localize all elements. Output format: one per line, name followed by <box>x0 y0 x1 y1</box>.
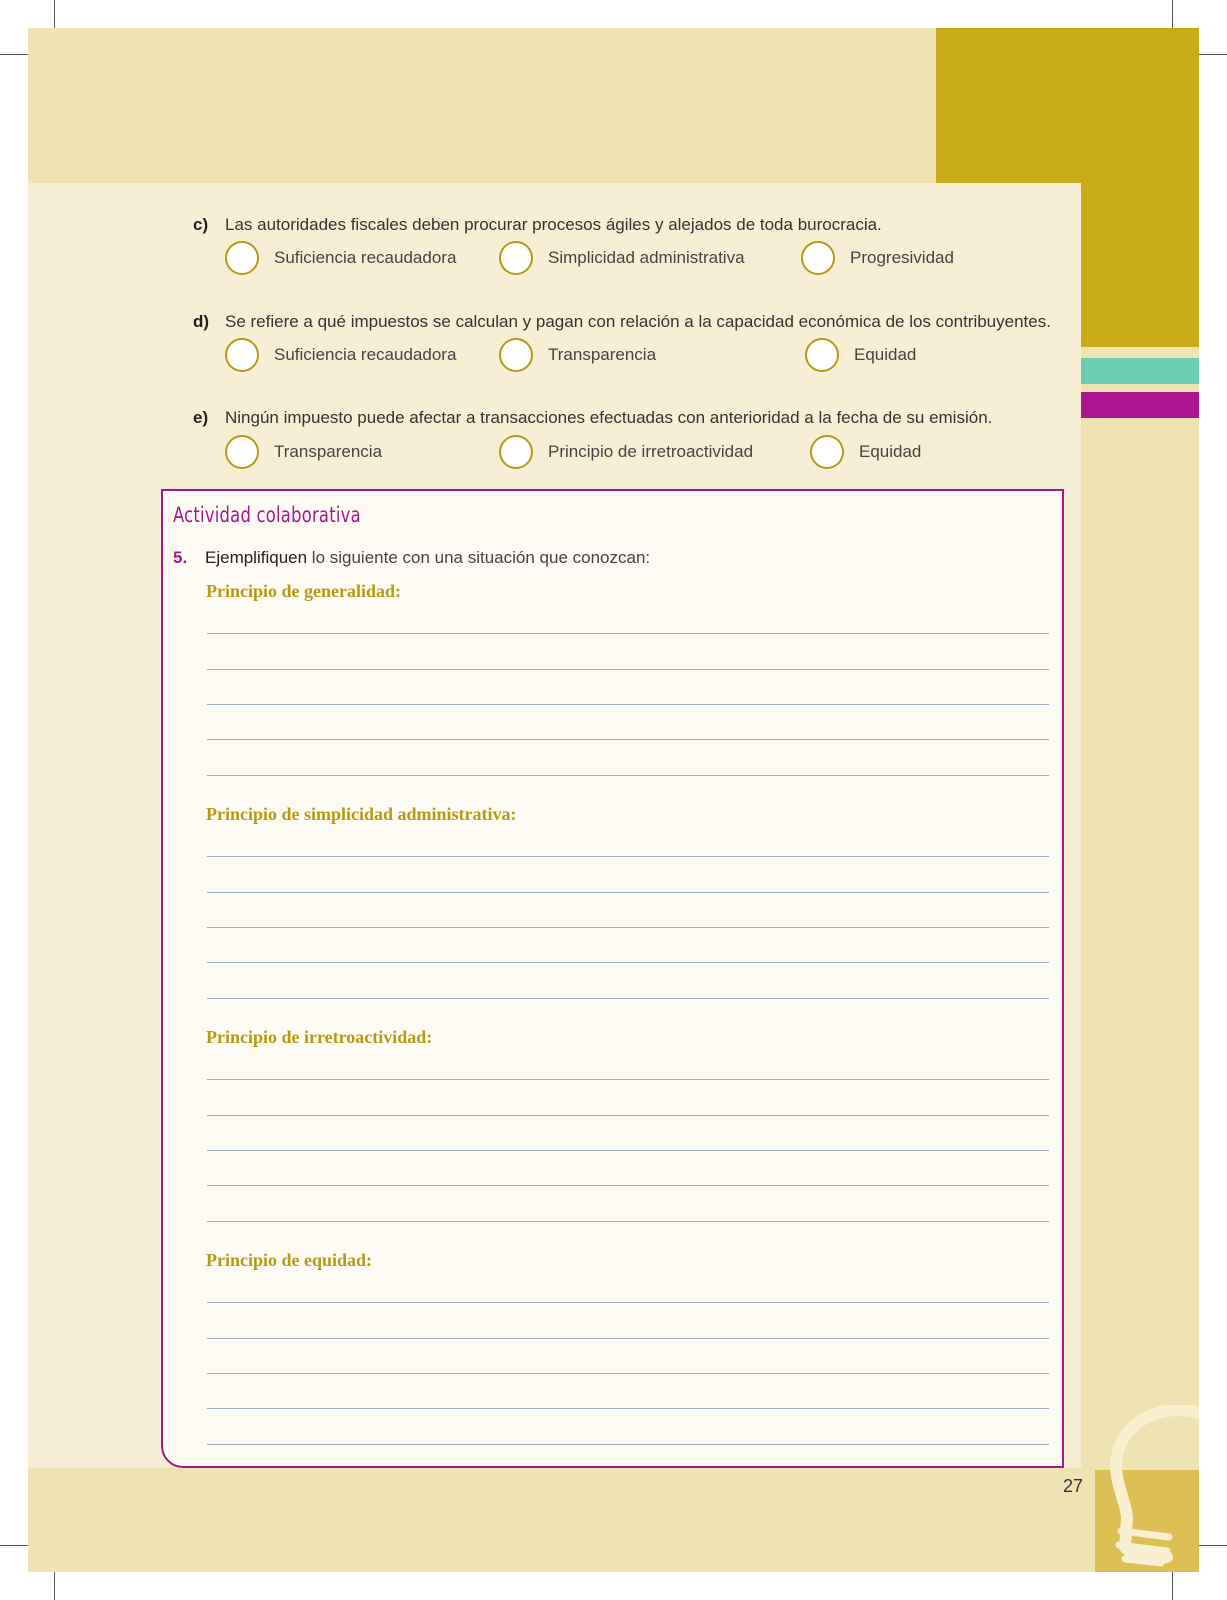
crop-mark <box>1199 54 1227 55</box>
activity-number: 5. <box>173 548 188 567</box>
question-c <box>193 215 1053 235</box>
option-label: Principio de irretroactividad <box>548 442 754 461</box>
writing-line[interactable] <box>207 1338 1049 1339</box>
option-label: Transparencia <box>274 442 383 461</box>
writing-line[interactable] <box>207 669 1049 670</box>
writing-line[interactable] <box>207 1373 1049 1374</box>
writing-line[interactable] <box>207 962 1049 963</box>
writing-line[interactable] <box>207 704 1049 705</box>
question-letter: e) <box>193 408 209 427</box>
option-label: Suficiencia recaudadora <box>274 248 457 267</box>
writing-line[interactable] <box>207 892 1049 893</box>
option-d-1[interactable] <box>225 338 456 372</box>
writing-line[interactable] <box>207 1079 1049 1080</box>
side-strip <box>1081 418 1199 1468</box>
option-label: Simplicidad administrativa <box>548 248 745 267</box>
option-e-2[interactable] <box>499 435 753 469</box>
option-label: Transparencia <box>548 345 657 364</box>
writing-line[interactable] <box>207 1185 1049 1186</box>
question-letter: d) <box>193 312 210 331</box>
crop-mark <box>0 1545 28 1546</box>
magenta-decor-bar <box>1081 392 1199 418</box>
question-text: Las autoridades fiscales deben procurar procesos ágiles y alejados de toda burocracia. <box>225 215 882 234</box>
instruction-text: lo siguiente con una situación que conozcan: <box>307 548 651 567</box>
page-number: 27 <box>1063 1476 1084 1496</box>
activity-instruction <box>173 548 650 568</box>
writing-line[interactable] <box>207 1150 1049 1151</box>
option-e-1[interactable] <box>225 435 382 469</box>
option-label: Suficiencia recaudadora <box>274 345 457 364</box>
option-label: Equidad <box>859 442 922 461</box>
principle-heading: Principio de equidad: <box>206 1250 373 1270</box>
writing-line[interactable] <box>207 1115 1049 1116</box>
writing-line[interactable] <box>207 927 1049 928</box>
activity-box <box>161 489 1064 1468</box>
option-c-3[interactable] <box>801 241 954 275</box>
writing-line[interactable] <box>207 775 1049 776</box>
writing-line[interactable] <box>207 998 1049 999</box>
radio-circle[interactable] <box>225 338 259 372</box>
option-label: Equidad <box>854 345 917 364</box>
radio-circle[interactable] <box>801 241 835 275</box>
writing-line[interactable] <box>207 1408 1049 1409</box>
radio-circle[interactable] <box>225 241 259 275</box>
crop-mark <box>1172 1572 1173 1600</box>
radio-circle[interactable] <box>499 338 533 372</box>
crop-mark <box>0 54 28 55</box>
crop-mark <box>54 0 55 28</box>
radio-circle[interactable] <box>810 435 844 469</box>
option-d-2[interactable] <box>499 338 656 372</box>
radio-circle[interactable] <box>225 435 259 469</box>
teal-decor-bar <box>1081 358 1199 384</box>
radio-circle[interactable] <box>499 435 533 469</box>
writing-line[interactable] <box>207 1302 1049 1303</box>
radio-circle[interactable] <box>805 338 839 372</box>
radio-circle[interactable] <box>499 241 533 275</box>
option-e-3[interactable] <box>810 435 921 469</box>
writing-line[interactable] <box>207 1221 1049 1222</box>
question-e <box>193 408 1053 428</box>
crop-mark <box>1172 0 1173 28</box>
writing-line[interactable] <box>207 739 1049 740</box>
writing-line[interactable] <box>207 856 1049 857</box>
question-letter: c) <box>193 215 209 234</box>
principle-heading: Principio de generalidad: <box>206 581 401 601</box>
crop-mark <box>54 1572 55 1600</box>
question-text: Ningún impuesto puede afectar a transacciones efectuadas con anterioridad a la fecha de su emisión. <box>225 408 993 427</box>
option-c-1[interactable] <box>225 241 456 275</box>
question-text: Se refiere a qué impuestos se calculan y pagan con relación a la capacidad económica de los contribuyentes. <box>225 312 1051 331</box>
option-c-2[interactable] <box>499 241 745 275</box>
crop-mark <box>1199 1545 1227 1546</box>
lightbulb-icon <box>1095 1405 1199 1572</box>
writing-line[interactable] <box>207 1444 1049 1445</box>
option-label: Progresividad <box>850 248 954 267</box>
instruction-verb: Ejemplifiquen <box>205 548 308 567</box>
option-d-3[interactable] <box>805 338 916 372</box>
question-d <box>193 312 1053 332</box>
principle-heading: Principio de simplicidad administrativa: <box>206 804 517 824</box>
activity-title: Actividad colaborativa <box>173 503 361 527</box>
writing-line[interactable] <box>207 633 1049 634</box>
principle-heading: Principio de irretroactividad: <box>206 1027 433 1047</box>
